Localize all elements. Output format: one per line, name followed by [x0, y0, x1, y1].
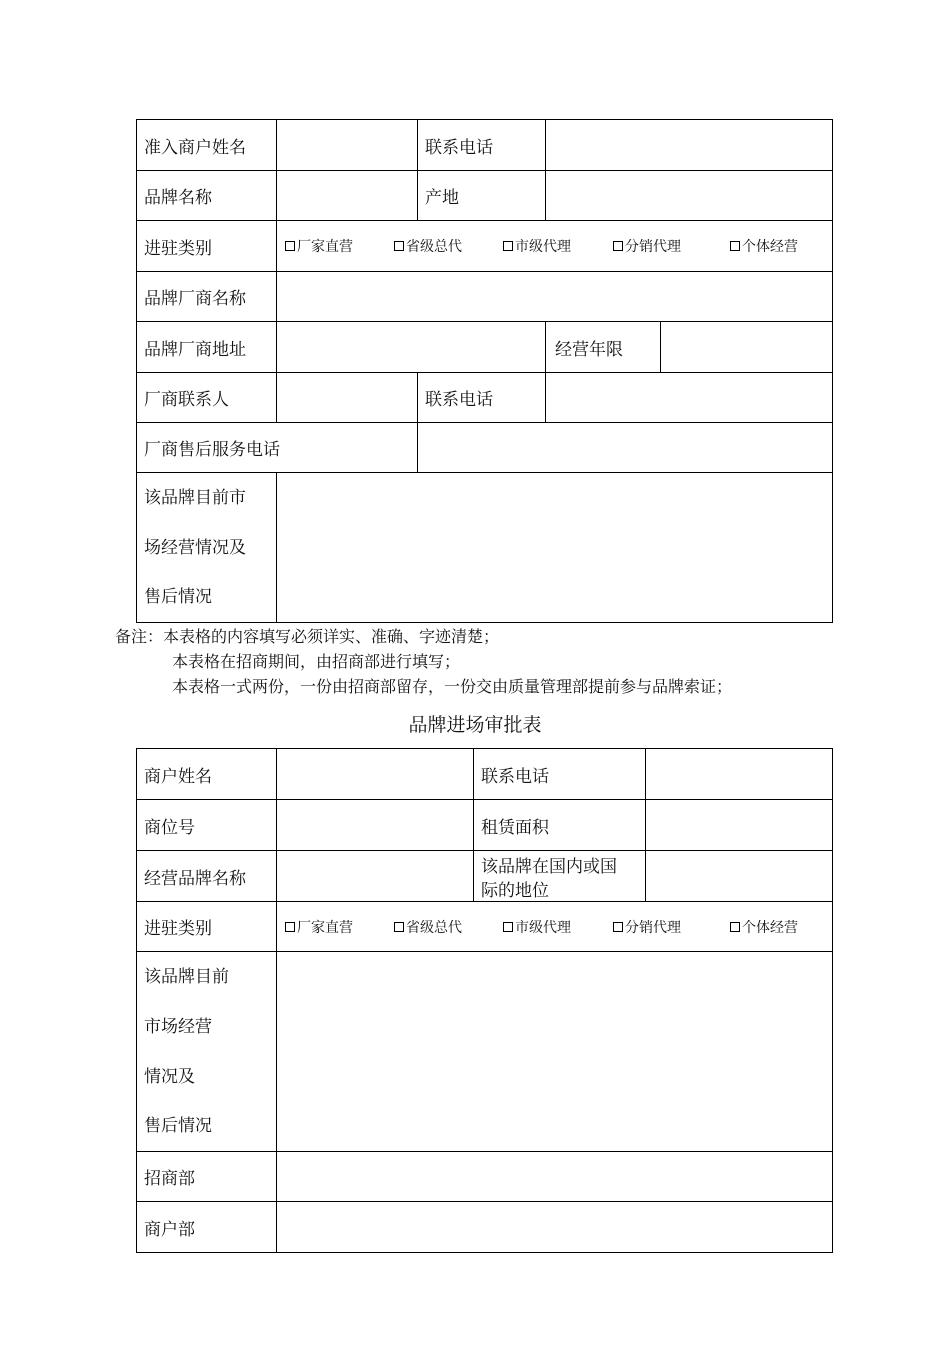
- checkbox-icon[interactable]: [613, 241, 623, 251]
- investment-dept-label: 招商部: [137, 1152, 277, 1202]
- note-line: 本表格一式两份，一份由招商部留存，一份交由质量管理部提前参与品牌索证；: [172, 677, 733, 696]
- checkbox-icon[interactable]: [394, 241, 404, 251]
- origin-label: 产地: [418, 171, 546, 221]
- category-option[interactable]: 市级代理: [503, 917, 613, 937]
- aftersales-phone-field[interactable]: [418, 423, 832, 473]
- brand-position-label: 该品牌在国内或国 际的地位: [474, 851, 646, 902]
- merchant-admission-table: [136, 119, 833, 623]
- lease-area-field[interactable]: [646, 800, 832, 851]
- manufacturer-address-label: 品牌厂商地址: [137, 322, 277, 373]
- investment-dept-field[interactable]: [277, 1152, 832, 1202]
- business-term-label: 经营年限: [546, 322, 661, 373]
- contact-phone-label: 联系电话: [418, 373, 546, 423]
- category-option[interactable]: 分销代理: [613, 917, 730, 937]
- brand-position-field[interactable]: [646, 851, 832, 902]
- stall-number-field[interactable]: [277, 800, 474, 851]
- category-options: [277, 221, 832, 272]
- market-status-label: 该品牌目前市 场经营情况及 售后情况: [137, 473, 277, 622]
- brand-entry-approval-table: [136, 748, 833, 1253]
- merchant-name-field[interactable]: [277, 749, 474, 800]
- operating-brand-field[interactable]: [277, 851, 474, 902]
- stall-number-label: 商位号: [137, 800, 277, 851]
- aftersales-phone-label: 厂商售后服务电话: [137, 423, 418, 473]
- manufacturer-contact-label: 厂商联系人: [137, 373, 277, 423]
- note-line: 备注：本表格的内容填写必须详实、准确、字迹清楚；: [115, 627, 500, 646]
- merchant-name-label: 商户姓名: [137, 749, 277, 800]
- contact-phone-field[interactable]: [546, 373, 832, 423]
- merchant-name-field[interactable]: [277, 120, 418, 171]
- form-title: 品牌进场审批表: [408, 714, 542, 736]
- checkbox-icon[interactable]: [613, 922, 623, 932]
- checkbox-icon[interactable]: [394, 922, 404, 932]
- category-option[interactable]: 分销代理: [613, 236, 730, 256]
- checkbox-icon[interactable]: [730, 922, 740, 932]
- business-term-field[interactable]: [661, 322, 832, 373]
- market-status-label: 该品牌目前 市场经营 情况及 售后情况: [137, 952, 277, 1152]
- phone-field[interactable]: [646, 749, 832, 800]
- notes: [115, 624, 732, 699]
- brand-name-label: 品牌名称: [137, 171, 277, 221]
- category-option[interactable]: 市级代理: [503, 236, 613, 256]
- category-option[interactable]: 厂家直营: [285, 917, 394, 937]
- phone-label: 联系电话: [474, 749, 646, 800]
- market-status-field[interactable]: [277, 952, 832, 1152]
- checkbox-icon[interactable]: [730, 241, 740, 251]
- operating-brand-label: 经营品牌名称: [137, 851, 277, 902]
- phone-label: 联系电话: [418, 120, 546, 171]
- category-option[interactable]: 省级总代: [394, 917, 503, 937]
- checkbox-icon[interactable]: [503, 241, 513, 251]
- merchant-dept-field[interactable]: [277, 1202, 832, 1252]
- lease-area-label: 租赁面积: [474, 800, 646, 851]
- category-option[interactable]: 省级总代: [394, 236, 503, 256]
- category-label: 进驻类别: [137, 221, 277, 272]
- category-option[interactable]: 个体经营: [730, 917, 798, 937]
- brand-name-field[interactable]: [277, 171, 418, 221]
- checkbox-icon[interactable]: [285, 922, 295, 932]
- category-options: [277, 902, 832, 952]
- manufacturer-address-field[interactable]: [277, 322, 546, 373]
- manufacturer-name-field[interactable]: [277, 272, 832, 322]
- merchant-name-label: 准入商户姓名: [137, 120, 277, 171]
- merchant-dept-label: 商户部: [137, 1202, 277, 1252]
- manufacturer-name-label: 品牌厂商名称: [137, 272, 277, 322]
- origin-field[interactable]: [546, 171, 832, 221]
- checkbox-icon[interactable]: [503, 922, 513, 932]
- category-option[interactable]: 厂家直营: [285, 236, 394, 256]
- phone-field[interactable]: [546, 120, 832, 171]
- market-status-field[interactable]: [277, 473, 832, 622]
- category-option[interactable]: 个体经营: [730, 236, 798, 256]
- note-line: 本表格在招商期间，由招商部进行填写；: [172, 652, 461, 671]
- category-label: 进驻类别: [137, 902, 277, 952]
- manufacturer-contact-field[interactable]: [277, 373, 418, 423]
- checkbox-icon[interactable]: [285, 241, 295, 251]
